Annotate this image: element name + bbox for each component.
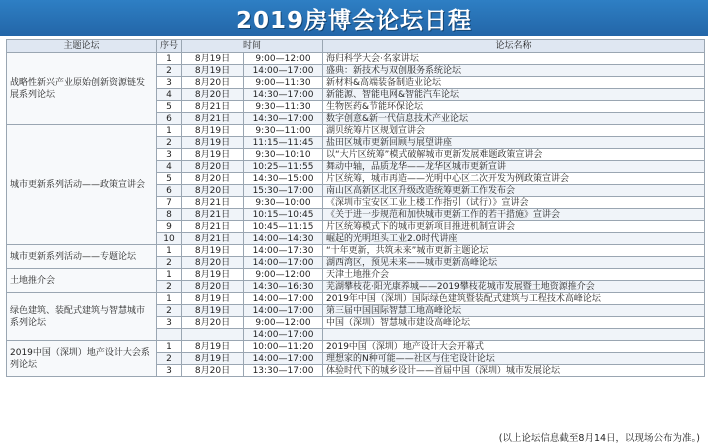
time-cell: 11:15—11:45	[244, 137, 323, 149]
number-cell: 3	[157, 317, 182, 329]
time-cell: 9:30—10:10	[244, 149, 323, 161]
table-row	[7, 269, 705, 281]
time-cell: 14:30—17:00	[244, 113, 323, 125]
header-time: 时间	[182, 40, 323, 53]
forum-name-cell: 天津土地推介会	[323, 269, 705, 281]
date-cell: 8月19日	[182, 341, 244, 353]
number-cell: 5	[157, 101, 182, 113]
time-cell: 14:00—17:00	[244, 353, 323, 365]
forum-name-cell: 南山区高新区北区升级改造统筹更新工作发布会	[323, 185, 705, 197]
time-cell: 9:00—12:00	[244, 269, 323, 281]
forum-name-cell: 体验时代下的城乡设计——首届中国（深圳）城市发展论坛	[323, 365, 705, 377]
time-cell: 10:00—11:20	[244, 341, 323, 353]
number-cell: 1	[157, 125, 182, 137]
forum-name-cell	[323, 329, 705, 341]
time-cell: 14:30—16:30	[244, 281, 323, 293]
forum-name-cell: 芜湖攀枝花·阳光康养城——2019攀枝花城市发展暨土地资源推介会	[323, 281, 705, 293]
number-cell: 1	[157, 245, 182, 257]
table-row	[7, 53, 705, 65]
theme-cell: 城市更新系列活动——专题论坛	[7, 245, 157, 269]
time-cell: 15:30—17:00	[244, 185, 323, 197]
date-cell	[182, 329, 244, 341]
number-cell: 2	[157, 353, 182, 365]
date-cell: 8月19日	[182, 293, 244, 305]
title-banner	[0, 0, 708, 36]
date-cell: 8月19日	[182, 53, 244, 65]
number-cell: 6	[157, 185, 182, 197]
time-cell: 14:30—15:00	[244, 173, 323, 185]
date-cell: 8月20日	[182, 317, 244, 329]
forum-name-cell: 海归科学大会·名家讲坛	[323, 53, 705, 65]
number-cell: 10	[157, 233, 182, 245]
number-cell: 3	[157, 365, 182, 377]
number-cell: 4	[157, 89, 182, 101]
theme-cell: 绿色建筑、装配式建筑与智慧城市系列论坛	[7, 293, 157, 341]
number-cell: 2	[157, 257, 182, 269]
time-cell: 14:00—17:00	[244, 293, 323, 305]
forum-name-cell: 《关于进一步规范和加快城市更新工作的若干措施》宣讲会	[323, 209, 705, 221]
time-cell: 14:00—14:30	[244, 233, 323, 245]
date-cell: 8月19日	[182, 305, 244, 317]
time-cell: 14:00—17:00	[244, 329, 323, 341]
date-cell: 8月21日	[182, 233, 244, 245]
date-cell: 8月21日	[182, 113, 244, 125]
time-cell: 13:30—17:00	[244, 365, 323, 377]
number-cell	[157, 329, 182, 341]
number-cell: 6	[157, 113, 182, 125]
schedule-table	[6, 39, 705, 377]
time-cell: 10:45—11:15	[244, 221, 323, 233]
footnote: (以上论坛信息截至8月14日，以现场公布为准。)	[498, 433, 700, 444]
schedule-body	[7, 53, 705, 377]
forum-name-cell: 湖贝统筹片区规划宣讲会	[323, 125, 705, 137]
table-row	[7, 245, 705, 257]
time-cell: 9:00—12:00	[244, 317, 323, 329]
forum-name-cell: 片区统筹模式下的城市更新项目推进机制宣讲会	[323, 221, 705, 233]
theme-cell: 城市更新系列活动——政策宣讲会	[7, 125, 157, 245]
time-cell: 9:30—11:30	[244, 101, 323, 113]
number-cell: 3	[157, 149, 182, 161]
date-cell: 8月19日	[182, 245, 244, 257]
forum-name-cell: 以“大片区统筹”模式破解城市更新发展难题政策宣讲会	[323, 149, 705, 161]
number-cell: 2	[157, 305, 182, 317]
time-cell: 9:30—11:00	[244, 125, 323, 137]
forum-name-cell: 新能源、智能电网&智能汽车论坛	[323, 89, 705, 101]
date-cell: 8月20日	[182, 173, 244, 185]
date-cell: 8月19日	[182, 269, 244, 281]
date-cell: 8月19日	[182, 353, 244, 365]
table-row	[7, 125, 705, 137]
date-cell: 8月20日	[182, 161, 244, 173]
header-forum-name: 论坛名称	[323, 40, 705, 53]
theme-cell: 战略性新兴产业原始创新资源链发展系列论坛	[7, 53, 157, 125]
forum-name-cell: 盐田区城市更新回顾与展望讲座	[323, 137, 705, 149]
number-cell: 8	[157, 209, 182, 221]
forum-name-cell: 数字创意&新一代信息技术产业论坛	[323, 113, 705, 125]
number-cell: 1	[157, 293, 182, 305]
date-cell: 8月20日	[182, 185, 244, 197]
number-cell: 2	[157, 65, 182, 77]
time-cell: 14:30—17:00	[244, 89, 323, 101]
header-theme: 主题论坛	[7, 40, 157, 53]
number-cell: 1	[157, 269, 182, 281]
forum-name-cell: 崛起的光明坦头工业2.0时代讲座	[323, 233, 705, 245]
date-cell: 8月20日	[182, 281, 244, 293]
forum-name-cell: 理想家的N种可能——社区与住宅设计论坛	[323, 353, 705, 365]
header-row	[7, 40, 705, 53]
forum-name-cell: “十年更新，共筑未来”城市更新主题论坛	[323, 245, 705, 257]
number-cell: 4	[157, 161, 182, 173]
date-cell: 8月19日	[182, 65, 244, 77]
date-cell: 8月21日	[182, 209, 244, 221]
theme-cell: 土地推介会	[7, 269, 157, 293]
forum-name-cell: 中国（深圳）智慧城市建设高峰论坛	[323, 317, 705, 329]
forum-name-cell: 舞动中轴，品质龙华——龙华区城市更新宣讲	[323, 161, 705, 173]
header-number: 序号	[157, 40, 182, 53]
date-cell: 8月19日	[182, 149, 244, 161]
forum-name-cell: 新材料&高端装备制造业论坛	[323, 77, 705, 89]
date-cell: 8月21日	[182, 221, 244, 233]
time-cell: 10:15—10:45	[244, 209, 323, 221]
forum-name-cell: 盛典：新技术与双创服务系统论坛	[323, 65, 705, 77]
forum-name-cell: 生物医药&节能环保论坛	[323, 101, 705, 113]
number-cell: 2	[157, 137, 182, 149]
theme-cell: 2019中国（深圳）地产设计大会系列论坛	[7, 341, 157, 377]
number-cell: 7	[157, 197, 182, 209]
forum-name-cell: 片区统筹，城市再造——光明中心区二次开发为例政策宣讲会	[323, 173, 705, 185]
number-cell: 2	[157, 281, 182, 293]
date-cell: 8月21日	[182, 101, 244, 113]
date-cell: 8月21日	[182, 197, 244, 209]
time-cell: 9:30—10:00	[244, 197, 323, 209]
date-cell: 8月20日	[182, 365, 244, 377]
time-cell: 10:25—11:55	[244, 161, 323, 173]
forum-name-cell: 《深圳市宝安区工业上楼工作指引（试行）》宣讲会	[323, 197, 705, 209]
date-cell: 8月19日	[182, 137, 244, 149]
forum-name-cell: 湖西湾区，预见未来——城市更新高峰论坛	[323, 257, 705, 269]
date-cell: 8月20日	[182, 89, 244, 101]
forum-name-cell: 2019中国（深圳）地产设计大会开幕式	[323, 341, 705, 353]
number-cell: 1	[157, 341, 182, 353]
time-cell: 14:00—17:00	[244, 305, 323, 317]
time-cell: 14:00—17:00	[244, 257, 323, 269]
time-cell: 9:00—11:30	[244, 77, 323, 89]
number-cell: 3	[157, 77, 182, 89]
date-cell: 8月20日	[182, 257, 244, 269]
time-cell: 9:00—12:00	[244, 53, 323, 65]
number-cell: 9	[157, 221, 182, 233]
date-cell: 8月19日	[182, 125, 244, 137]
time-cell: 14:00—17:30	[244, 245, 323, 257]
date-cell: 8月20日	[182, 77, 244, 89]
number-cell: 5	[157, 173, 182, 185]
table-row	[7, 293, 705, 305]
forum-name-cell: 第三届中国国际智慧工地高峰论坛	[323, 305, 705, 317]
forum-name-cell: 2019年中国（深圳）国际绿色建筑暨装配式建筑与工程技术高峰论坛	[323, 293, 705, 305]
time-cell: 14:00—17:00	[244, 65, 323, 77]
page-title: 2019房博会论坛日程	[235, 7, 472, 34]
table-row	[7, 341, 705, 353]
number-cell: 1	[157, 53, 182, 65]
